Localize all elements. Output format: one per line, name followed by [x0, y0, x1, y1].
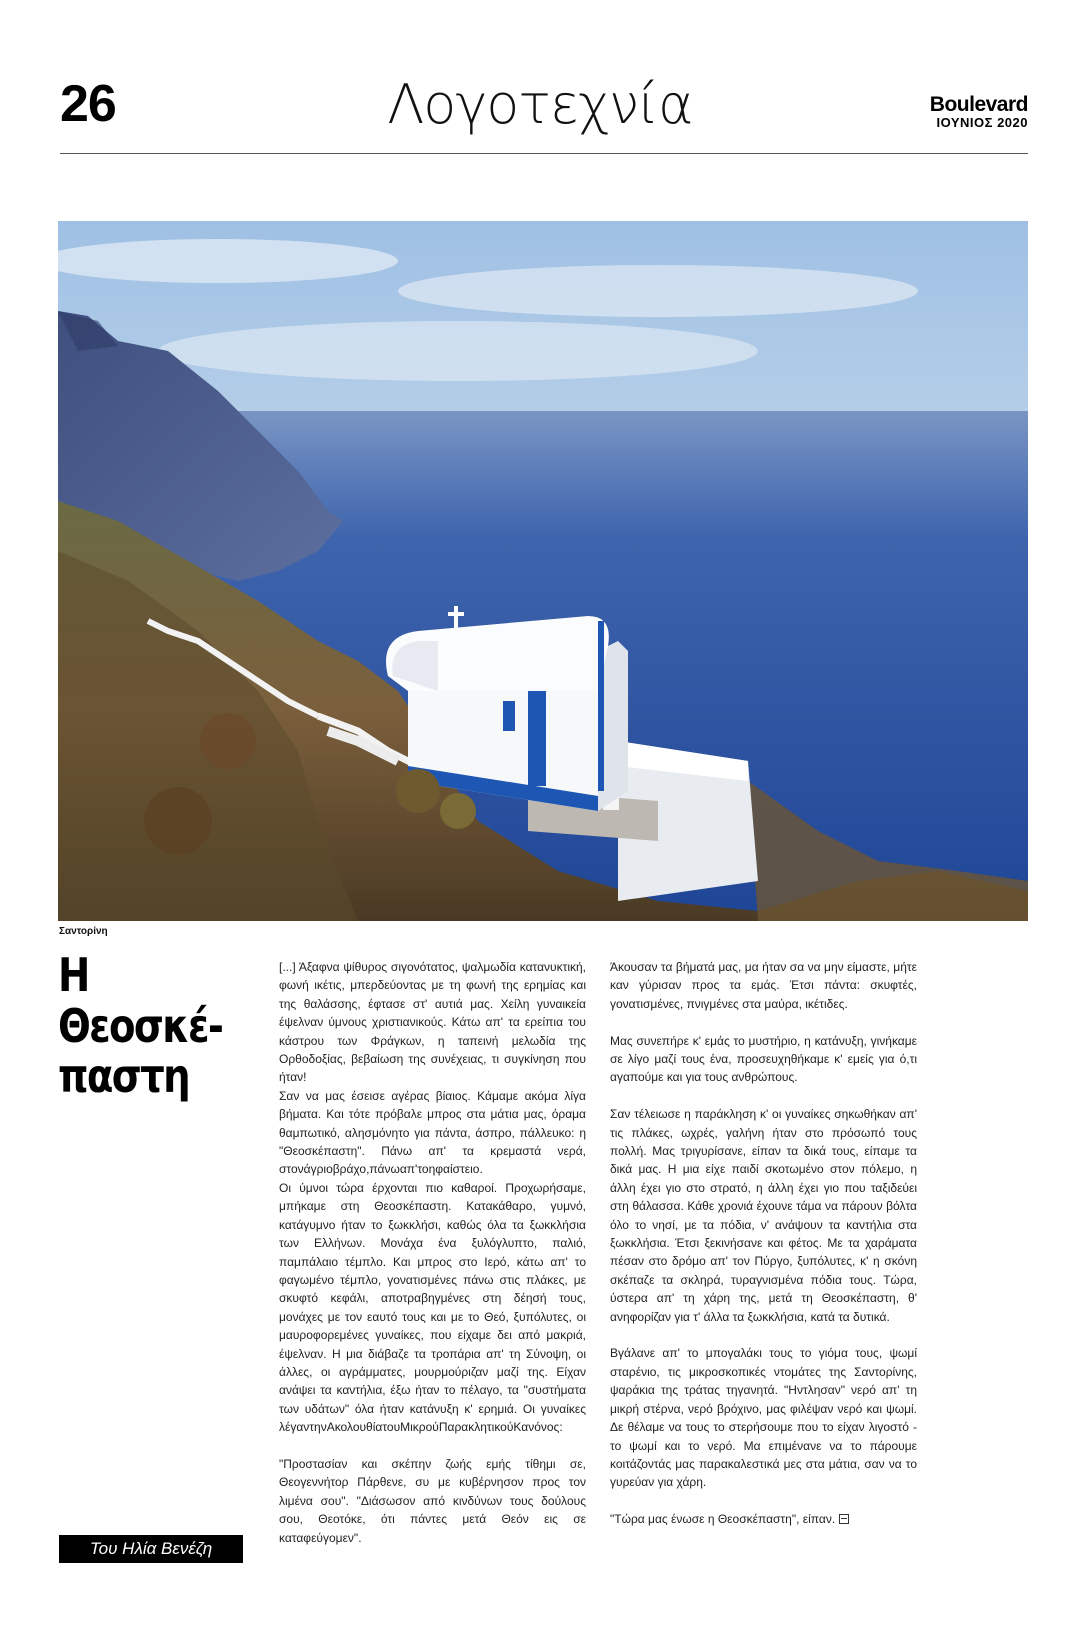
article-column-2	[610, 958, 917, 1529]
end-of-article-icon	[839, 1514, 849, 1524]
byline-badge	[59, 1535, 243, 1563]
header-divider	[60, 153, 1028, 154]
byline: Του Ηλία Βενέζη	[89, 1539, 213, 1558]
page-number: 26	[60, 75, 116, 133]
paragraph: [...] Άξαφνα ψίθυρος σιγονότατος, ψαλμωδία κατανυκτική, φωνή ικέτις, μπερδεύοντας με τη φωνή της ερημίας και της θαλάσσης, έφτασε στ' αυτιά μας. Χείλη γυναικεία έψελναν ύμνους χριστιανικούς. Κάτω απ' τα ερείπια του κάστρου των Φράγκων, η ταπεινή μελωδία της Ορθοδοξίας, βεβαίωση της συνέχειας, τι συγκίνηση που ήταν!	[279, 960, 586, 1085]
article-title	[58, 950, 226, 1102]
section-title: Λογοτεχνία	[387, 73, 693, 136]
paragraph: Άκουσαν τα βήματά μας, μα ήταν σα να μην είμαστε, μήτε καν γύρισαν προς τα εμάς. Έτσι πάντα: σκυφτές, γονατισμένες, πνιγμένες στα μαύρα, ικέτιδες.	[610, 960, 917, 1011]
paragraph: Μας συνεπήρε κ' εμάς το μυστήριο, η κατάνυξη, γινήκαμε σε λίγο μαζί τους ένα, προσευχηθήκαμε κ' εμείς για ό,τι αγαπούμε και για τους ανθρώπους.	[610, 1033, 917, 1085]
closing-paragraph	[610, 1510, 917, 1528]
photo-caption: Σαντορίνη	[59, 926, 108, 937]
masthead	[930, 94, 1028, 130]
issue-date: ΙΟΥΝΙΟΣ 2020	[936, 115, 1028, 131]
paragraph: Βγάλανε απ' το μπογαλάκι τους το γιόμα τους, ψωμί σταρένιο, τις μικροσκοπικές ντομάτες της Σαντορίνης, ψαράκια της τράτας τηγανητά. "Ηντλησαν" νερό απ' τη μικρή στέρνα, νερό βρόχινο, μας φιλέψαν νερό και ψωμί. Δε θέλαμε να τους το στερήσουμε που το είχαν λιγοστό - το ψωμί και το νερό. Μα επιμένανε να το πάρουμε κοιτάζοντάς μας παρακαλεστικά μες στα μάτια, σαν να το γυρεύαν για χάρη.	[610, 1346, 917, 1490]
paragraph: Σαν τέλειωσε η παράκληση κ' οι γυναίκες σηκωθήκαν απ' τις πλάκες, ωχρές, γαλήνη ήταν στο πρόσωπό τους πολλή. Μας τριγυρίσανε, είπαν τα δικά τους, είπαμε τα δικά μας. Η μια είχε παιδί σκοτωμένο στον πόλεμο, η άλλη έχει γιο στο στρατό, η άλλη έχει γιο που ταξιδεύει στη θάλασσα. Κάθε χρονιά έχουνε τάμα να πάρουν βόλτα όλο το νησί, με τα πόδια, ν' ανάψουν τα καντήλια στα ξωκκλήσια. Έτσι ξεκινήσανε και φέτος. Με τα χαράματα πέσαν στο δρόμο απ' τον Πύργο, ξυπόλυτες, κ' η σκόνη σκέπαζε τα σκληρά, τυραγνισμένα πόδια τους. Τώρα, ύστερα απ' τη χάρη της, μετά τη Θεοσκέπαστη, θ' ανηφορίζαν για τ' άλλα τα ξωκκλήσια, κατά τα δυτικά.	[610, 1107, 917, 1324]
article-title-line-1: Η Θεοσκέ-	[58, 948, 223, 1053]
closing-text: "Τώρα μας ένωσε η Θεοσκέπαστη", είπαν.	[610, 1512, 836, 1527]
article-column-1	[279, 958, 586, 1547]
hero-photo-chapel-santorini	[58, 221, 1028, 921]
paragraph: Σαν να μας έσεισε αγέρας βίαιος. Κάμαμε ακόμα λίγα βήματα. Και τότε πρόβαλε μπρος στα μάτια μας, όραμα θαμπωτικό, αλησμόνητο για πάντα, άσπρο, πάλλευκο: η "Θεοσκέπαστη". Πάνω απ' τα κρεμαστά νερά, στονάγριοβράχο,πάνωαπ'τοηφαίστειο.	[279, 1088, 586, 1177]
paragraph: "Προστασίαν και σκέπην ζωής εμής τίθημι σε, Θεογεννήτορ Πάρθενε, συ με κυβέρνησον προς τον λιμένα σου". "Διάσωσον από κινδύνων τους δούλους σου, Θεοτόκε, ότι πάντες μετά Θεόν εις σε καταφεύγομεν".	[279, 1456, 586, 1545]
masthead-brand: Boulevard	[929, 93, 1028, 116]
article-title-line-2: παστη	[58, 1049, 189, 1104]
paragraph: Οι ύμνοι τώρα έρχονται πιο καθαροί. Προχωρήσαμε, μπήκαμε στη Θεοσκέπαστη. Κατακάθαρο, γυμνό, κατάγυμνο ήταν το ξωκκλήσι, καθώς όλα τα ξωκκλήσια των Ελλήνων. Μονάχα ένα ξυλόγλυπτο, παλιό, παμπάλαιο τέμπλο. Και μπρος στο Ιερό, κάτω απ' το φαγωμένο τέμπλο, γονατισμένες πάνω στις πλάκες, με σκυφτό κεφάλι, αποτραβηγμένες στη δέησή τους, μονάχες με τον εαυτό τους και με το Θεό, ξυπόλυτες, οι μαυροφορεμένες γυναίκες, που είχαμε δει από μακριά, έψελναν. Η μια διάβαζε τα τροπάρια απ' τη Σύνοψη, οι άλλες, οι αγράμματες, μουρμούριζαν μαζί της. Είχαν ανάψει τα καντήλια, έξω ήταν το πέλαγο, τα "συστήματα των υδάτων" όλα ήταν κατάνυξη κ' ερημιά. Οι γυναίκες λέγαντηνΑκολουθίατουΜικρούΠαρακλητικούΚανόνος:	[279, 1180, 586, 1435]
